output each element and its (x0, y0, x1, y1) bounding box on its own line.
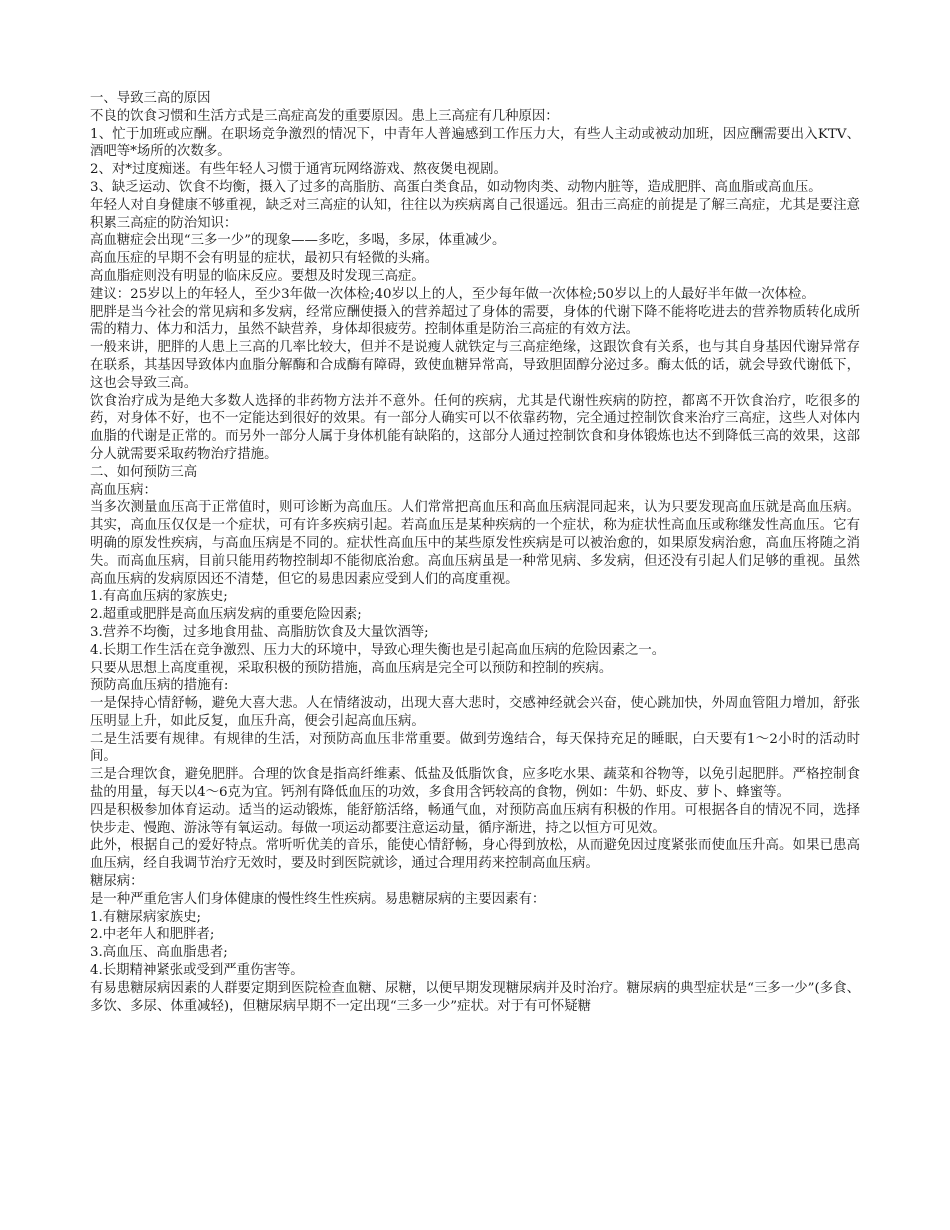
list-item: 3、缺乏运动、饮食不均衡，摄入了过多的高脂肪、高蛋白类食品，如动物肉类、动物内脏等，造成肥胖、高血脂或高血压。 (90, 179, 822, 195)
paragraph: 预防高血压病的措施有: (90, 678, 229, 694)
list-item: 1.有糖尿病家族史; (90, 909, 202, 925)
paragraph: 是一种严重危害人们身体健康的慢性终生性疾病。易患糖尿病的主要因素有： (90, 891, 546, 907)
subheading-hypertension: 高血压病： (90, 482, 157, 498)
paragraph: 高血脂症则没有明显的临床反应。要想及时发现三高症。 (90, 268, 425, 284)
paragraph: 不良的饮食习惯和生活方式是三高症高发的重要原因。患上三高症有几种原因： (90, 108, 559, 124)
paragraph: 二是生活要有规律。有规律的生活，对预防高血压非常重要。做到劳逸结合，每天保持充足的睡眠，白天要有1～2小时的活动时间。 (90, 731, 860, 765)
section-heading-causes: 一、导致三高的原因 (90, 91, 211, 106)
paragraph: 有易患糖尿病因素的人群要定期到医院检查血糖、尿糖，以便早期发现糖尿病并及时治疗。糖尿病的典型症状是“三多一少”(多食、多饮、多尿、体重减轻)，但糖尿病早期不一定出现“三多一少”症状。对于有可怀疑糖 (90, 980, 860, 1014)
paragraph: 一是保持心情舒畅，避免大喜大悲。人在情绪波动，出现大喜大悲时，交感神经就会兴奋，使心跳加快，外周血管阻力增加，舒张压明显上升，如此反复，血压升高，便会引起高血压病。 (90, 696, 860, 729)
document-body (90, 90, 860, 1015)
paragraph: 一般来讲，肥胖的人患上三高的几率比较大，但并不是说瘦人就铁定与三高症绝缘，这跟饮食有关系，也与其自身基因代谢异常存在联系，其基因导致体内血脂分解酶和合成酶有障碍，致使血糖异常高，导致胆固醇分泌过多。酶太低的话，就会导致代谢低下，这也会导致三高。 (90, 340, 860, 391)
list-item: 4.长期精神紧张或受到严重伤害等。 (90, 963, 304, 979)
list-item: 2.超重或肥胖是高血压病发病的重要危险因素; (90, 607, 362, 623)
paragraph: 三是合理饮食，避免肥胖。合理的饮食是指高纤维素、低盐及低脂饮食，应多吃水果、蔬菜和谷物等，以免引起肥胖。严格控制食盐的用量，每天以4～6克为宜。钙剂有降低血压的功效，多食用含钙较高的食物，例如：牛奶、虾皮、萝卜、蜂蜜等。 (90, 767, 860, 801)
paragraph: 建议：25岁以上的年轻人，至少3年做一次体检;40岁以上的人，至少每年做一次体检;50岁以上的人最好半年做一次体检。 (90, 286, 815, 302)
list-item: 1、忙于加班或应酬。在职场竞争激烈的情况下，中青年人普遍感到工作压力大，有些人主动或被动加班，因应酬需要出入KTV、酒吧等*场所的次数多。 (90, 126, 860, 160)
list-item: 2、对*过度痴迷。有些年轻人习惯于通宵玩网络游戏、熬夜煲电视剧。 (90, 162, 507, 178)
paragraph: 当多次测量血压高于正常值时，则可诊断为高血压。人们常常把高血压和高血压病混同起来，认为只要发现高血压就是高血压病。其实，高血压仅仅是一个症状，可有许多疾病引起。若高血压是某种疾病的一个症状，称为症状性高血压或称继发性高血压。它有明确的原发性疾病，与高血压病是不同的。症状性高血压中的某些原发性疾病是可以被治愈的，如果原发病治愈，高血压将随之消失。而高血压病，目前只能用药物控制却不能彻底治愈。高血压病虽是一种常见病、多发病，但还没有引起人们足够的重视。虽然高血压病的发病原因还不清楚，但它的易患因素应受到人们的高度重视。 (90, 500, 860, 587)
list-item: 3.营养不均衡，过多地食用盐、高脂肪饮食及大量饮酒等; (90, 624, 429, 640)
paragraph: 高血糖症会出现“三多一少”的现象——多吃，多喝，多尿，体重减少。 (90, 233, 506, 249)
list-item: 3.高血压、高血脂患者; (90, 945, 228, 961)
paragraph: 年轻人对自身健康不够重视，缺乏对三高症的认知，往往以为疾病离自己很遥远。狙击三高症的前提是了解三高症，尤其是要注意积累三高症的防治知识： (90, 197, 860, 231)
list-item: 4.长期工作生活在竞争激烈、压力大的环境中，导致心理失衡也是引起高血压病的危险因素之一。 (90, 642, 666, 658)
paragraph: 高血压症的早期不会有明显的症状，最初只有轻微的头痛。 (90, 251, 439, 267)
paragraph: 只要从思想上高度重视，采取积极的预防措施，高血压病是完全可以预防和控制的疾病。 (90, 660, 613, 676)
paragraph: 四是积极参加体育运动。适当的运动锻炼，能舒筋活络，畅通气血，对预防高血压病有积极的作用。可根据各自的情况不同，选择快步走、慢跑、游泳等有氧运动。每做一项运动都要注意运动量，循序渐进，持之以恒方可见效。 (90, 802, 860, 836)
paragraph: 此外，根据自己的爱好特点。常听听优美的音乐，能使心情舒畅，身心得到放松，从而避免因过度紧张而使血压升高。如果已患高血压病，经自我调节治疗无效时，要及时到医院就诊，通过合理用药来控制高血压病。 (90, 838, 860, 872)
list-item: 1.有高血压病的家族史; (90, 589, 228, 605)
paragraph: 饮食治疗成为是绝大多数人选择的非药物方法并不意外。任何的疾病，尤其是代谢性疾病的防控，都离不开饮食治疗，吃很多的药，对身体不好，也不一定能达到很好的效果。有一部分人确实可以不依靠药物，完全通过控制饮食来治疗三高症，这些人对体内血脂的代谢是正常的。而另外一部分人属于身体机能有缺陷的，这部分人通过控制饮食和身体锻炼也达不到降低三高的效果，这部分人就需要采取药物治疗措施。 (90, 393, 860, 462)
subheading-diabetes: 糖尿病： (90, 874, 144, 890)
paragraph: 肥胖是当今社会的常见病和多发病，经常应酬使摄入的营养超过了身体的需要，身体的代谢下降不能将吃进去的营养物质转化成所需的精力、体力和活力，虽然不缺营养，身体却很疲劳。控制体重是防治三高症的有效方法。 (90, 304, 860, 338)
section-heading-prevention: 二、如何预防三高 (90, 464, 198, 480)
list-item: 2.中老年人和肥胖者; (90, 927, 215, 943)
